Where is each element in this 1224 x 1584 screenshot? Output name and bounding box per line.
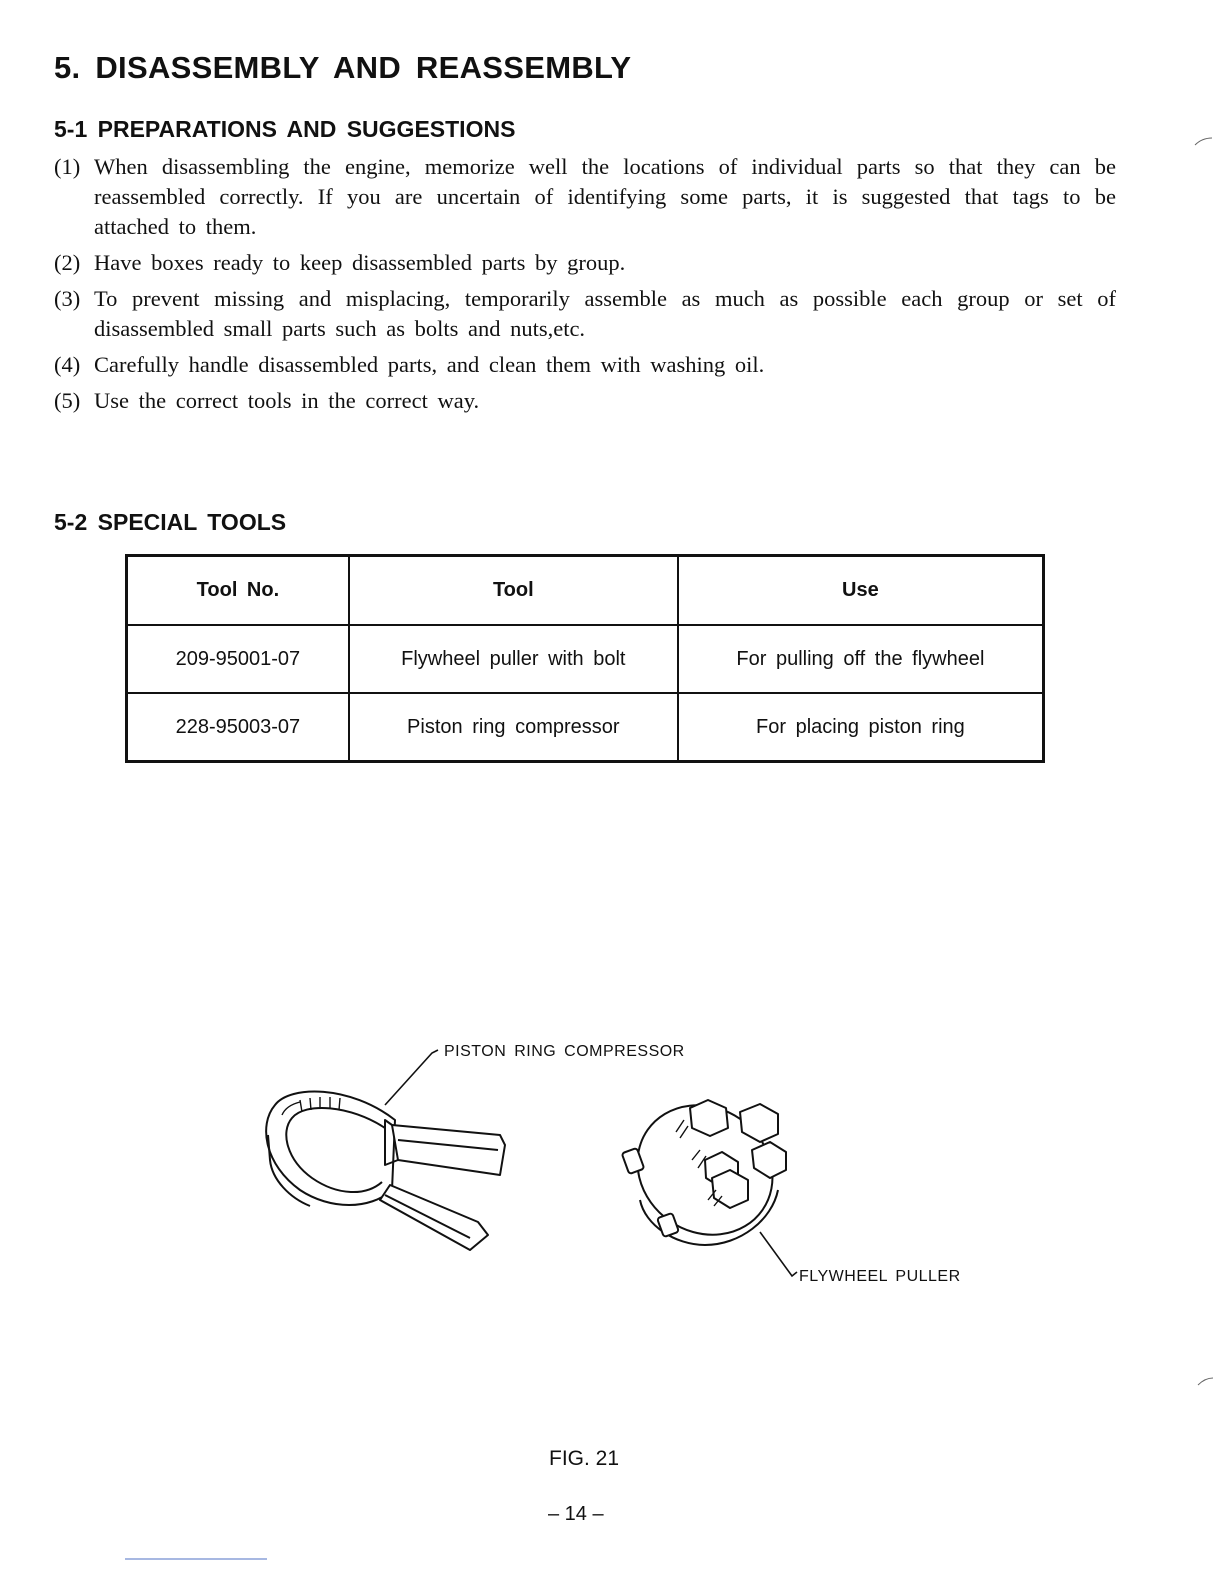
cell-use: For placing piston ring (678, 693, 1044, 762)
header-tool: Tool (349, 556, 678, 626)
header-use: Use (678, 556, 1044, 626)
item-text: To prevent missing and misplacing, temporarily assemble as much as possible each group or set of disassembled small parts such as bolts and nuts,etc. (94, 286, 1116, 341)
item-number: (4) (54, 352, 81, 377)
item-text: When disassembling the engine, memorize well the locations of individual parts so that they can be reassembled correctly. If you are uncertain of identifying some parts, it is suggested that tags to be attached to them. (94, 154, 1116, 239)
section-title-special-tools: 5-2 SPECIAL TOOLS (54, 509, 287, 535)
item-number: (1) (54, 154, 81, 179)
section-title-preparations: 5-1 PREPARATIONS AND SUGGESTIONS (54, 116, 516, 142)
leader-line-flywheel (760, 1232, 797, 1276)
cell-tool-no: 228-95003-07 (127, 693, 349, 762)
item-number: (5) (54, 388, 81, 413)
label-flywheel-puller: FLYWHEEL PULLER (799, 1268, 961, 1285)
label-piston-ring-compressor: PISTON RING COMPRESSOR (444, 1043, 685, 1060)
item-text: Carefully handle disassembled parts, and clean them with washing oil. (94, 352, 765, 377)
cell-tool: Flywheel puller with bolt (349, 625, 678, 693)
leader-line-piston (385, 1050, 438, 1105)
item-text: Have boxes ready to keep disassembled parts by group. (94, 250, 626, 275)
piston-ring-compressor-drawing (266, 1091, 505, 1250)
flywheel-puller-drawing (612, 1079, 798, 1261)
page-heading: 5. DISASSEMBLY AND REASSEMBLY (54, 50, 632, 85)
margin-mark (1195, 138, 1212, 145)
item-text: Use the correct tools in the correct way. (94, 388, 480, 413)
item-number: (2) (54, 250, 81, 275)
cell-use: For pulling off the flywheel (678, 625, 1044, 693)
figure-caption: FIG. 21 (549, 1447, 620, 1470)
item-number: (3) (54, 286, 81, 311)
header-tool-no: Tool No. (127, 556, 349, 626)
margin-mark (1198, 1378, 1213, 1385)
cell-tool: Piston ring compressor (349, 693, 678, 762)
page-number: – 14 – (548, 1503, 604, 1525)
cell-tool-no: 209-95001-07 (127, 625, 349, 693)
